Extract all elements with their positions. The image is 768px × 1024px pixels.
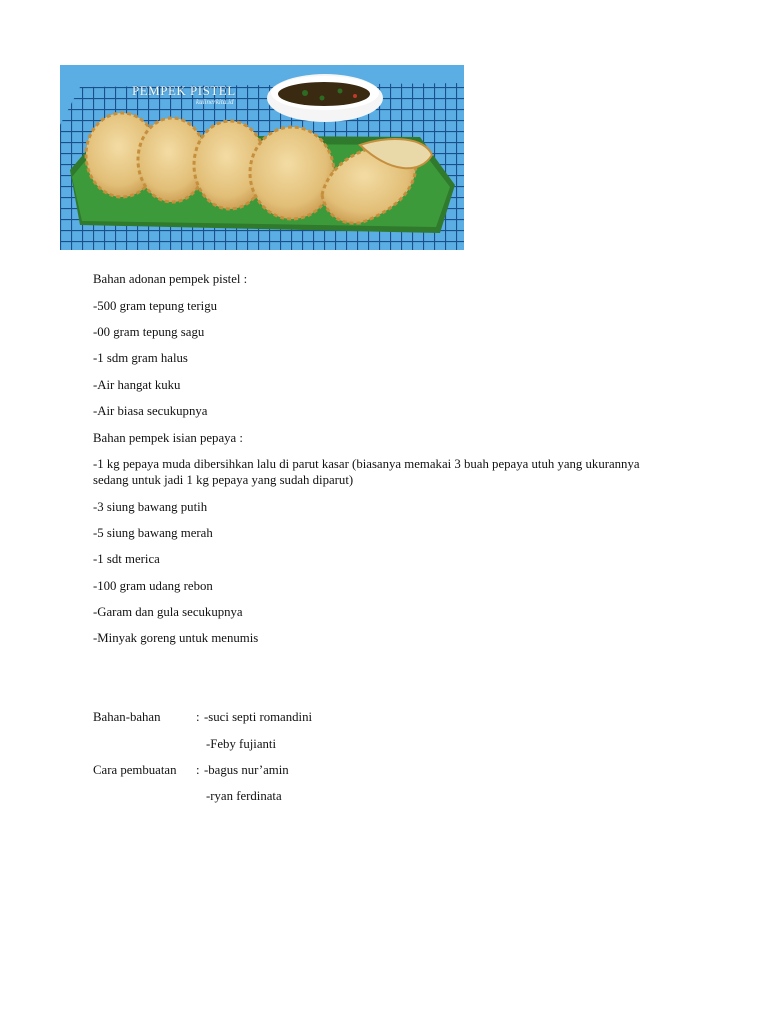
- filling-item: -5 siung bawang merah: [93, 526, 213, 540]
- dough-heading: Bahan adonan pempek pistel :: [93, 272, 248, 286]
- credit-cara-label: Cara pembuatan: [93, 763, 177, 777]
- filling-item: -100 gram udang rebon: [93, 579, 213, 593]
- filling-heading: Bahan pempek isian pepaya :: [93, 431, 243, 445]
- dough-item: -Air biasa secukupnya: [93, 404, 208, 418]
- credit-cara-name: -bagus nur’amin: [204, 763, 289, 777]
- filling-item: -1 kg pepaya muda dibersihkan lalu di parut kasar (biasanya memakai 3 buah pepaya utuh yang ukurannya sedang untuk jadi 1 kg pepaya yang sudah diparut): [93, 457, 640, 487]
- credit-bahan-name: -suci septi romandini: [204, 710, 313, 724]
- credit-bahan-label: Bahan-bahan: [93, 710, 161, 724]
- photo-watermark: kulinerkita.id: [196, 98, 234, 106]
- recipe-photo: [60, 65, 464, 250]
- pempek-photo-illustration: [60, 65, 464, 250]
- dough-item: -1 sdm gram halus: [93, 351, 188, 365]
- credit-bahan-name: -Feby fujianti: [206, 737, 277, 751]
- dough-item: -500 gram tepung terigu: [93, 299, 218, 313]
- filling-item: -1 sdt merica: [93, 552, 160, 566]
- filling-item: -3 siung bawang putih: [93, 500, 208, 514]
- filling-item: -Garam dan gula secukupnya: [93, 605, 243, 619]
- dough-item: -Air hangat kuku: [93, 378, 181, 392]
- filling-item: -Minyak goreng untuk menumis: [93, 631, 259, 645]
- dough-item: -00 gram tepung sagu: [93, 325, 205, 339]
- credit-cara-colon: :: [196, 763, 200, 777]
- credit-cara-name: -ryan ferdinata: [206, 789, 282, 803]
- credit-bahan-colon: :: [196, 710, 200, 724]
- photo-title: PEMPEK PISTEL: [132, 83, 236, 98]
